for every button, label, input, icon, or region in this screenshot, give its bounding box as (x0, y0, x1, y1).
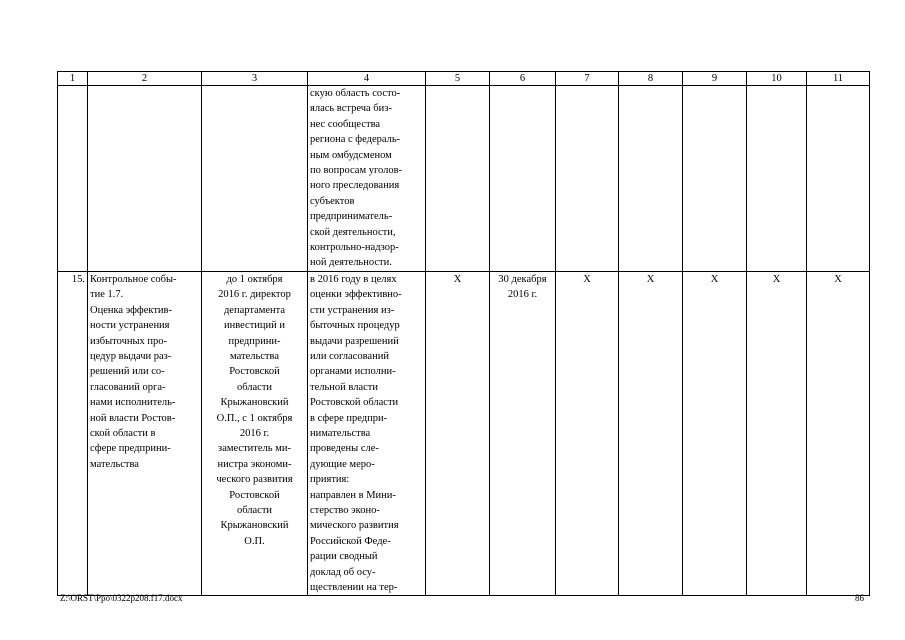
column-header: 3 (202, 72, 308, 86)
table-row-15 (58, 271, 870, 596)
text-line: направлен в Мини- (310, 489, 396, 501)
text-line: избыточных про- (90, 335, 168, 347)
text-line: ялась встреча биз- (310, 103, 392, 115)
mark-cell: Х (747, 271, 807, 596)
text-line: до 1 октября (226, 273, 283, 285)
text-line: Ростовской области (310, 397, 399, 409)
mark-cell: Х (426, 271, 490, 596)
text-line: нами исполнитель- (90, 397, 176, 409)
text-line: ской деятельности, (310, 226, 396, 238)
text-line: О.П. (244, 535, 265, 547)
text-line: быточных процедур (310, 320, 400, 332)
text-line: ной власти Ростов- (90, 412, 176, 424)
report-table (57, 71, 870, 596)
text-line: области (236, 381, 273, 393)
column-header: 7 (556, 72, 619, 86)
table-cell (426, 86, 490, 272)
text-line: ществлении на тер- (310, 582, 398, 593)
text-line: рации сводный (310, 551, 378, 563)
text-line: департамента (223, 304, 286, 316)
table-cell (490, 86, 556, 272)
text-line: в 2016 году в целях (310, 273, 397, 285)
text-line: ности устранения (90, 320, 170, 332)
text-line: мательства (90, 458, 139, 470)
text-line: ческого развития (216, 474, 293, 486)
mark-cell: Х (556, 271, 619, 596)
table-cell (202, 86, 308, 272)
text-line: сфере предприни- (90, 443, 171, 455)
text-line: мательства (230, 350, 279, 362)
column-header: 11 (807, 72, 870, 86)
text-line: 2016 г. (239, 427, 270, 439)
row-number-cell: 15. (58, 271, 88, 596)
text-line: ской области в (90, 427, 156, 439)
text-line: 2016 г. (507, 289, 538, 301)
text-line: ного преследования (310, 180, 400, 192)
text-line: ным омбудсменом (310, 149, 392, 161)
text-line: приятия: (310, 474, 350, 486)
mark-cell: Х (807, 271, 870, 596)
text-line: дующие меро- (310, 458, 375, 470)
date-cell (490, 271, 556, 596)
text-line: сти устранения из- (310, 304, 395, 316)
footer-page-number: 86 (855, 593, 864, 603)
table-cell (747, 86, 807, 272)
text-line: Оценка эффектив- (90, 304, 172, 316)
column-header: 6 (490, 72, 556, 86)
table-row-continuation (58, 86, 870, 272)
column-header: 9 (683, 72, 747, 86)
text-line: Крыжановский (220, 520, 289, 532)
mark-cell: Х (619, 271, 683, 596)
text-line: в сфере предпри- (310, 412, 388, 424)
implementation-result-cell (308, 271, 426, 596)
table-cell (807, 86, 870, 272)
text-line: Ростовской (229, 366, 280, 378)
text-line: тельной власти (310, 381, 378, 393)
table-cell (58, 86, 88, 272)
table-cell (619, 86, 683, 272)
text-line: области (236, 504, 273, 516)
text-line: заместитель ми- (218, 443, 291, 455)
text-line: или согласований (310, 350, 389, 362)
column-header: 1 (58, 72, 88, 86)
text-line: проведены сле- (310, 443, 379, 455)
text-line: доклад об осу- (310, 566, 376, 578)
text-line: Контрольное собы- (90, 273, 177, 285)
text-line: по вопросам уголов- (310, 165, 403, 177)
text-line: оценки эффективно- (310, 289, 402, 301)
text-line: нистра экономи- (217, 458, 292, 470)
text-line: Российской Феде- (310, 535, 391, 547)
column-number-row (58, 72, 870, 86)
text-line: контрольно-надзор- (310, 242, 399, 254)
text-line: Крыжановский (220, 397, 289, 409)
column-header: 10 (747, 72, 807, 86)
continuation-text-cell (308, 86, 426, 272)
text-line: гласований орга- (90, 381, 166, 393)
table-cell (88, 86, 202, 272)
text-line: О.П., с 1 октября (216, 412, 293, 424)
text-line: 30 декабря (498, 273, 547, 285)
text-line: предприниматель- (310, 211, 393, 223)
text-line: нимательства (310, 427, 371, 439)
text-line: мического развития (310, 520, 399, 532)
text-line: выдачи разрешений (310, 335, 399, 347)
column-header: 8 (619, 72, 683, 86)
text-line: скую область состо- (310, 88, 401, 99)
mark-cell: Х (683, 271, 747, 596)
text-line: предприни- (228, 335, 281, 347)
footer-file-path: Z:\ORST\Ppo\0322p208.f17.docx (60, 593, 183, 603)
column-header: 5 (426, 72, 490, 86)
text-line: нес сообщества (310, 118, 381, 130)
responsible-person-cell (202, 271, 308, 596)
column-header: 2 (88, 72, 202, 86)
text-line: инвестиций и (223, 320, 286, 332)
column-header: 4 (308, 72, 426, 86)
text-line: тие 1.7. (90, 289, 124, 301)
text-line: решений или со- (90, 366, 165, 378)
table-cell (683, 86, 747, 272)
text-line: 2016 г. директор (218, 289, 291, 301)
text-line: региона с федераль- (310, 134, 401, 146)
table-cell (556, 86, 619, 272)
text-line: цедур выдачи раз- (90, 350, 172, 362)
event-name-cell (88, 271, 202, 596)
text-line: органами исполни- (310, 366, 396, 378)
text-line: ной деятельности. (310, 257, 392, 269)
text-line: стерство эконо- (310, 504, 380, 516)
text-line: субъектов (310, 195, 355, 207)
text-line: Ростовской (229, 489, 280, 501)
